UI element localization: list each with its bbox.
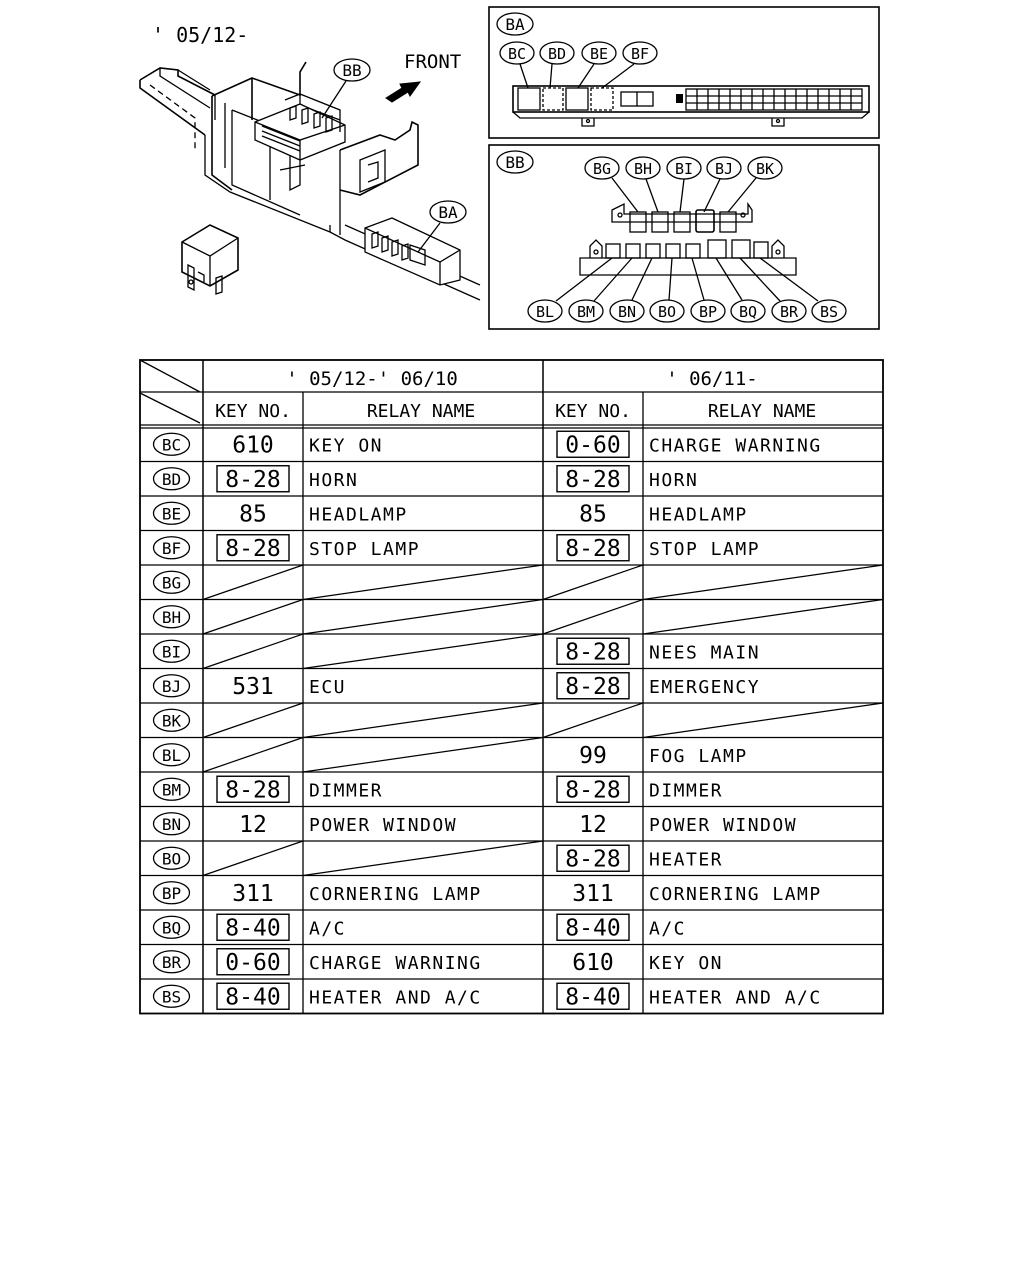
key-no-a: 531	[232, 673, 274, 700]
period-b-header: ' 06/11-	[666, 368, 758, 390]
vehicle-frame	[140, 62, 480, 300]
relay-id: BF	[161, 538, 182, 558]
relay-id: BI	[161, 642, 182, 662]
panel-ba-title: BA	[505, 15, 525, 34]
relay-icon	[182, 225, 238, 294]
relay-name-a: STOP LAMP	[309, 538, 421, 560]
relay-id: BQ	[161, 918, 182, 938]
relay-name-a: ECU	[309, 676, 347, 698]
ba-slot-bd: BD	[547, 45, 567, 63]
key-no-a: 85	[239, 501, 267, 528]
relay-name-header-a: RELAY NAME	[366, 401, 476, 422]
relay-name-b: A/C	[649, 918, 687, 940]
table-row	[140, 738, 883, 773]
empty-cell-slash	[303, 841, 543, 876]
relay-name-b: EMERGENCY	[649, 676, 761, 698]
relay-id: BE	[161, 504, 182, 524]
empty-cell-slash	[203, 600, 303, 635]
table-row	[140, 876, 883, 907]
key-no-a: 0-60	[225, 949, 281, 976]
key-no-b: 8-28	[565, 673, 621, 700]
relay-name-b: HEATER AND A/C	[649, 987, 822, 1009]
relay-id: BL	[161, 745, 182, 765]
table-row	[140, 841, 883, 876]
relay-id: BG	[161, 573, 182, 593]
relay-name-b: HEADLAMP	[649, 504, 748, 526]
table-row	[140, 634, 883, 669]
empty-cell-slash	[303, 634, 543, 669]
period-a-header: ' 05/12-' 06/10	[286, 368, 458, 390]
table-row	[140, 910, 883, 941]
empty-cell-slash	[303, 738, 543, 773]
table-row	[140, 565, 883, 600]
ba-slot-bc: BC	[507, 45, 527, 63]
key-no-a: 8-40	[225, 915, 281, 942]
relay-id: BO	[161, 849, 182, 869]
key-no-a: 8-28	[225, 466, 281, 493]
callout-bb	[322, 59, 370, 118]
relay-id: BS	[161, 987, 182, 1007]
relay-id: BH	[161, 607, 182, 627]
empty-cell-slash	[543, 703, 643, 738]
empty-cell-slash	[643, 600, 883, 635]
key-no-b: 12	[579, 811, 607, 838]
fuse-box-ba	[513, 86, 869, 126]
bb-slot-bm: BM	[576, 303, 596, 321]
table-row	[140, 772, 883, 803]
table-row	[140, 979, 883, 1010]
relay-id: BR	[161, 952, 182, 972]
relay-name-b: KEY ON	[649, 952, 724, 974]
relay-name-b: DIMMER	[649, 780, 724, 802]
bb-slot-bk: BK	[755, 160, 775, 178]
table-row	[140, 531, 883, 562]
empty-cell-slash	[203, 565, 303, 600]
key-no-b: 8-40	[565, 984, 621, 1011]
key-no-b: 311	[572, 880, 614, 907]
panel-ba	[489, 7, 879, 138]
bb-slot-bp: BP	[698, 303, 718, 321]
relay-name-b: HORN	[649, 469, 699, 491]
overview-illustration	[140, 23, 480, 300]
empty-cell-slash	[643, 565, 883, 600]
relay-name-b: NEES MAIN	[649, 642, 761, 664]
key-no-b: 85	[579, 501, 607, 528]
callout-bb-label: BB	[342, 61, 362, 80]
relay-name-a: POWER WINDOW	[309, 814, 458, 836]
relay-name-a: CORNERING LAMP	[309, 883, 482, 905]
bb-slot-bg: BG	[592, 160, 612, 178]
relay-name-a: HEATER AND A/C	[309, 987, 482, 1009]
key-no-b: 8-28	[565, 535, 621, 562]
front-label: FRONT	[404, 51, 462, 73]
bb-slot-br: BR	[779, 303, 799, 321]
ba-slot-be: BE	[589, 45, 609, 63]
table-row	[140, 462, 883, 493]
key-no-a: 8-28	[225, 535, 281, 562]
bb-slot-bj: BJ	[714, 160, 734, 178]
table-row	[140, 703, 883, 738]
key-no-a: 8-40	[225, 984, 281, 1011]
date-label: ' 05/12-	[152, 23, 249, 47]
relay-id: BK	[161, 711, 182, 731]
empty-cell-slash	[203, 634, 303, 669]
relay-id: BD	[161, 469, 182, 489]
bb-slot-bh: BH	[633, 160, 653, 178]
key-no-b: 0-60	[565, 432, 621, 459]
relay-id: BJ	[161, 676, 182, 696]
key-no-b: 8-40	[565, 915, 621, 942]
relay-table	[140, 360, 883, 1014]
table-body	[140, 431, 883, 1010]
panel-bb	[489, 145, 879, 329]
ba-slot-callouts	[500, 42, 657, 88]
relay-id: BM	[161, 780, 182, 800]
empty-cell-slash	[203, 738, 303, 773]
relay-id: BC	[161, 435, 182, 455]
relay-name-b: POWER WINDOW	[649, 814, 798, 836]
empty-cell-slash	[303, 565, 543, 600]
key-no-b: 8-28	[565, 846, 621, 873]
key-no-header-b: KEY NO.	[555, 401, 631, 422]
bb-slot-bo: BO	[657, 303, 677, 321]
table-row	[154, 431, 822, 458]
table-row	[140, 945, 883, 976]
key-no-b: 8-28	[565, 777, 621, 804]
empty-cell-slash	[303, 600, 543, 635]
key-no-b: 99	[579, 742, 607, 769]
empty-cell-slash	[203, 841, 303, 876]
empty-cell-slash	[643, 703, 883, 738]
empty-cell-slash	[543, 565, 643, 600]
relay-name-a: HEADLAMP	[309, 504, 408, 526]
ba-slot-bf: BF	[630, 45, 650, 63]
table-row	[140, 807, 883, 838]
empty-cell-slash	[203, 703, 303, 738]
bb-slot-bi: BI	[674, 160, 694, 178]
relay-name-a: KEY ON	[309, 435, 384, 457]
relay-name-b: HEATER	[649, 849, 724, 871]
bb-top-callouts	[585, 157, 782, 212]
bb-slot-bq: BQ	[738, 303, 758, 321]
bb-slot-bn: BN	[617, 303, 637, 321]
front-arrow-icon	[386, 82, 420, 102]
bb-slot-bs: BS	[819, 303, 839, 321]
table-row	[140, 600, 883, 635]
bb-slot-bl: BL	[535, 303, 555, 321]
relay-name-a: A/C	[309, 918, 347, 940]
empty-cell-slash	[303, 703, 543, 738]
relay-name-header-b: RELAY NAME	[707, 401, 817, 422]
bb-bottom-callouts	[528, 258, 846, 322]
panel-bb-title: BB	[505, 153, 525, 172]
key-no-a: 610	[232, 432, 274, 459]
key-no-b: 8-28	[565, 639, 621, 666]
relay-name-a: DIMMER	[309, 780, 384, 802]
key-no-a: 12	[239, 811, 267, 838]
key-no-b: 610	[572, 949, 614, 976]
relay-id: BN	[161, 814, 182, 834]
empty-cell-slash	[543, 600, 643, 635]
relay-id: BP	[161, 883, 182, 903]
relay-name-a: HORN	[309, 469, 359, 491]
relay-name-a: CHARGE WARNING	[309, 952, 482, 974]
relay-name-b: CORNERING LAMP	[649, 883, 822, 905]
relay-block-bb	[580, 204, 796, 275]
table-row	[140, 669, 883, 700]
key-no-a: 311	[232, 880, 274, 907]
relay-name-b: CHARGE WARNING	[649, 435, 822, 457]
callout-ba-label: BA	[438, 203, 458, 222]
relay-name-b: STOP LAMP	[649, 538, 761, 560]
key-no-a: 8-28	[225, 777, 281, 804]
relay-name-b: FOG LAMP	[649, 745, 748, 767]
table-row	[140, 496, 883, 527]
key-no-b: 8-28	[565, 466, 621, 493]
key-no-header-a: KEY NO.	[215, 401, 291, 422]
